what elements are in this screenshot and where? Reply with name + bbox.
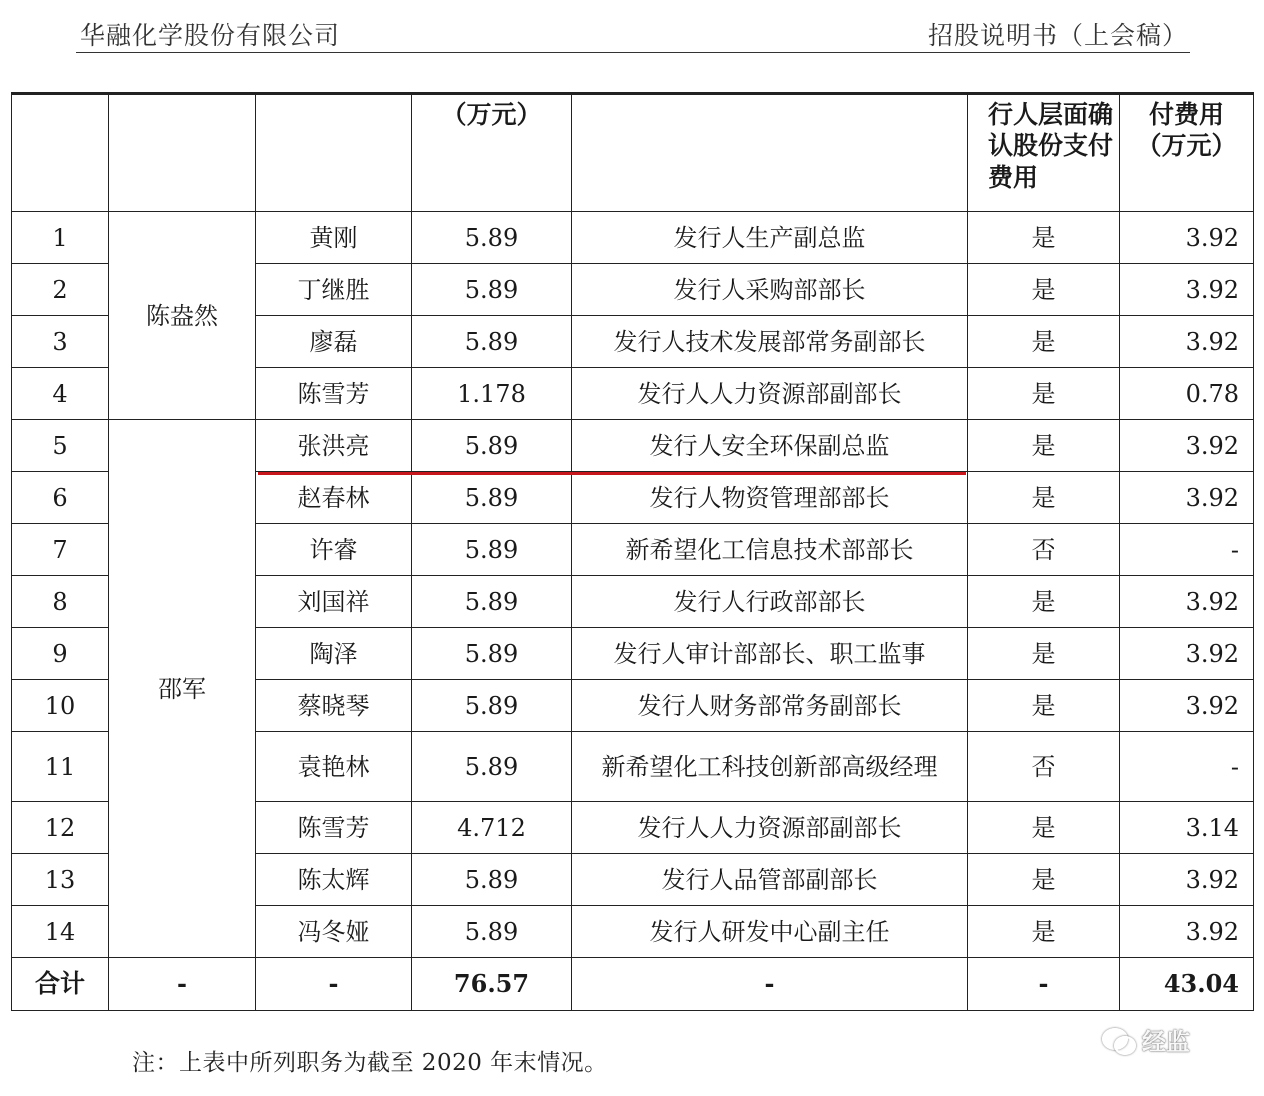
confirmed-cell: 是: [968, 264, 1120, 316]
person-name: 陶泽: [256, 628, 412, 680]
header-cell-fee-unit: 付费用（万元）: [1120, 94, 1254, 212]
total-fee: 43.04: [1120, 958, 1254, 1011]
row-number: 3: [12, 316, 109, 368]
position-cell: 发行人采购部部长: [572, 264, 968, 316]
amount-cell: 4.712: [412, 802, 572, 854]
header-cell: [572, 94, 968, 212]
row-number: 13: [12, 854, 109, 906]
total-label: 合计: [12, 958, 109, 1011]
confirmed-cell: 否: [968, 524, 1120, 576]
confirmed-cell: 是: [968, 802, 1120, 854]
fee-cell: 3.92: [1120, 212, 1254, 264]
confirmed-cell: 是: [968, 316, 1120, 368]
person-name: 张洪亮: [256, 420, 412, 472]
row-number: 12: [12, 802, 109, 854]
position-cell: 发行人财务部常务副部长: [572, 680, 968, 732]
header-cell: [256, 94, 412, 212]
amount-cell: 1.178: [412, 368, 572, 420]
amount-cell: 5.89: [412, 212, 572, 264]
position-cell: 发行人技术发展部常务副部长: [572, 316, 968, 368]
row-number: 5: [12, 420, 109, 472]
confirmed-cell: 否: [968, 732, 1120, 802]
total-row: [12, 958, 1254, 1011]
amount-cell: 5.89: [412, 628, 572, 680]
amount-cell: 5.89: [412, 732, 572, 802]
fee-cell: 3.92: [1120, 316, 1254, 368]
document-title: 招股说明书（上会稿）: [927, 21, 1188, 50]
amount-cell: 5.89: [412, 264, 572, 316]
person-name: 袁艳林: [256, 732, 412, 802]
fee-cell: -: [1120, 732, 1254, 802]
position-cell: 发行人人力资源部副部长: [572, 802, 968, 854]
row-number: 9: [12, 628, 109, 680]
fee-cell: 3.92: [1120, 472, 1254, 524]
header-cell-amount-unit: （万元）: [412, 94, 572, 212]
confirmed-cell: 是: [968, 472, 1120, 524]
company-name: 华融化学股份有限公司: [80, 21, 341, 50]
total-confirmed-cell: -: [968, 958, 1120, 1011]
person-name: 刘国祥: [256, 576, 412, 628]
amount-cell: 5.89: [412, 316, 572, 368]
watermark: [1102, 1022, 1190, 1057]
confirmed-cell: 是: [968, 420, 1120, 472]
person-name: 冯冬娅: [256, 906, 412, 958]
header-cell: [109, 94, 256, 212]
confirmed-cell: 是: [968, 576, 1120, 628]
row-number: 1: [12, 212, 109, 264]
total-name-cell: -: [256, 958, 412, 1011]
total-position-cell: -: [572, 958, 968, 1011]
fee-cell: 3.92: [1120, 628, 1254, 680]
person-name: 赵春林: [256, 472, 412, 524]
amount-cell: 5.89: [412, 854, 572, 906]
row-number: 8: [12, 576, 109, 628]
table-row: [12, 212, 1254, 264]
position-cell: 发行人人力资源部副部长: [572, 368, 968, 420]
position-cell: 发行人生产副总监: [572, 212, 968, 264]
table-row: [12, 420, 1254, 472]
person-name: 陈雪芳: [256, 802, 412, 854]
amount-cell: 5.89: [412, 420, 572, 472]
confirmed-cell: 是: [968, 906, 1120, 958]
person-name: 廖磊: [256, 316, 412, 368]
person-name: 许睿: [256, 524, 412, 576]
confirmed-cell: 是: [968, 854, 1120, 906]
fee-cell: 3.92: [1120, 906, 1254, 958]
person-name: 黄刚: [256, 212, 412, 264]
person-name: 陈雪芳: [256, 368, 412, 420]
amount-cell: 5.89: [412, 680, 572, 732]
table-header-row: [12, 94, 1254, 212]
fee-cell: 3.14: [1120, 802, 1254, 854]
confirmed-cell: 是: [968, 680, 1120, 732]
position-cell: 新希望化工科技创新部高级经理: [572, 732, 968, 802]
position-cell: 发行人物资管理部部长: [572, 472, 968, 524]
row-number: 4: [12, 368, 109, 420]
amount-cell: 5.89: [412, 524, 572, 576]
total-amount: 76.57: [412, 958, 572, 1011]
fee-cell: -: [1120, 524, 1254, 576]
fee-cell: 3.92: [1120, 576, 1254, 628]
group-cell: 陈盎然: [109, 212, 256, 420]
fee-cell: 3.92: [1120, 264, 1254, 316]
row-number: 6: [12, 472, 109, 524]
page-header: [76, 14, 1190, 53]
amount-cell: 5.89: [412, 576, 572, 628]
person-name: 丁继胜: [256, 264, 412, 316]
fee-cell: 3.92: [1120, 680, 1254, 732]
position-cell: 发行人品管部副部长: [572, 854, 968, 906]
fee-cell: 3.92: [1120, 420, 1254, 472]
header-cell-confirmed: 行人层面确认股份支付费用: [968, 94, 1120, 212]
row-number: 11: [12, 732, 109, 802]
confirmed-cell: 是: [968, 628, 1120, 680]
header-cell: [12, 94, 109, 212]
fee-cell: 0.78: [1120, 368, 1254, 420]
amount-cell: 5.89: [412, 906, 572, 958]
row-number: 7: [12, 524, 109, 576]
row-number: 2: [12, 264, 109, 316]
fee-cell: 3.92: [1120, 854, 1254, 906]
share-payment-table: [11, 92, 1254, 1011]
red-highlight-underline: [258, 472, 966, 475]
table-note: 注：上表中所列职务为截至 2020 年末情况。: [132, 1050, 608, 1076]
person-name: 陈太辉: [256, 854, 412, 906]
group-cell: 邵军: [109, 420, 256, 958]
position-cell: 发行人行政部部长: [572, 576, 968, 628]
total-group-cell: -: [109, 958, 256, 1011]
position-cell: 新希望化工信息技术部部长: [572, 524, 968, 576]
position-cell: 发行人安全环保副总监: [572, 420, 968, 472]
person-name: 蔡晓琴: [256, 680, 412, 732]
watermark-text: 经监: [1142, 1028, 1190, 1056]
amount-cell: 5.89: [412, 472, 572, 524]
confirmed-cell: 是: [968, 368, 1120, 420]
position-cell: 发行人审计部部长、职工监事: [572, 628, 968, 680]
row-number: 14: [12, 906, 109, 958]
position-cell: 发行人研发中心副主任: [572, 906, 968, 958]
row-number: 10: [12, 680, 109, 732]
confirmed-cell: 是: [968, 212, 1120, 264]
wechat-icon: [1102, 1026, 1136, 1054]
